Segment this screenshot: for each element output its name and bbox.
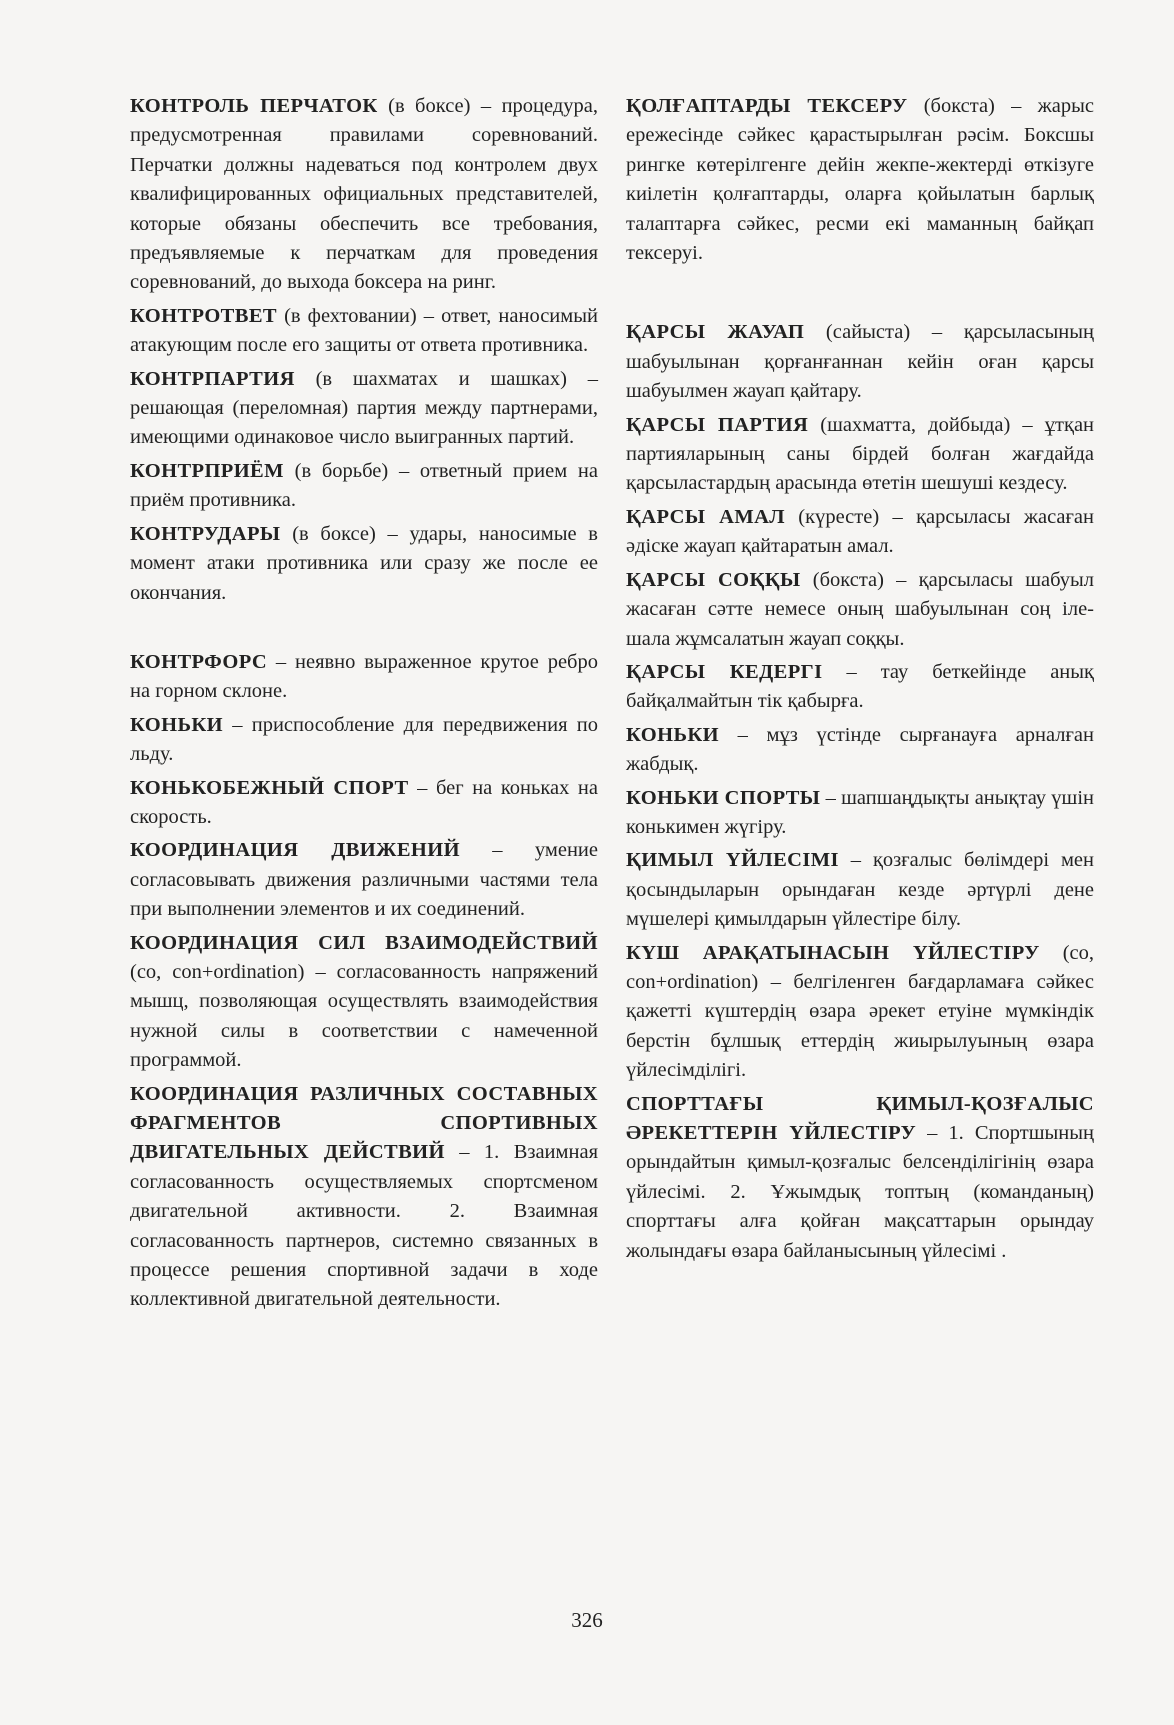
entry-kontrotvet (130, 302, 598, 361)
entry-koordinatsiya-sil (130, 929, 598, 1076)
entry-term: КОНТРПРИЁМ (130, 459, 284, 482)
entry-term: КООРДИНАЦИЯ СИЛ ВЗАИМОДЕЙСТВИЙ (130, 931, 598, 954)
entry-qolgaptardy-tekseru (626, 92, 1094, 268)
entry-term: СПОРТТАҒЫ ҚИМЫЛ-ҚОЗҒАЛЫС ӘРЕКЕТТЕРІН ҮЙЛЕСТІРУ (626, 1092, 1094, 1144)
entry-definition: – бег на коньках на скорость. (130, 776, 598, 828)
entry-term: ҚАРСЫ АМАЛ (626, 505, 785, 528)
entry-koordinatsiya-fragmentov (130, 1080, 598, 1315)
entry-definition: (шахматта, дойбыда) – ұтқан партияларының саны бірдей болған жағдайда қарсыластардың арасында өтетін шешуші кездесу. (626, 413, 1095, 495)
entry-term: ҚАРСЫ СОҚҚЫ (626, 568, 801, 591)
entry-konki (130, 711, 598, 770)
entry-kontrfors (130, 648, 598, 707)
entry-term: КОНТРОЛЬ ПЕРЧАТОК (130, 95, 378, 117)
entry-definition: (бокста) – жарыс ережесінде сәйкес қарастырылған рәсім. Боксшы рингке көтерілгенге дейін жекпе-жектерді өткізуге киілетін қолғаптарды, оларға қойылатын барлық талаптарға сәйкес, ресми екі маманның байқап тексеруі. (626, 95, 1095, 265)
entry-definition: – неявно выраженное крутое ребро на горном склоне. (130, 650, 598, 703)
entry-term: КОНТРОТВЕТ (130, 304, 277, 327)
entry-kontrudary (130, 520, 598, 608)
entry-term: ҚАРСЫ ЖАУАП (626, 321, 805, 344)
entry-definition: – 1. Спортшының орындайтын қимыл-қозғалыс белсенділігінің өзара үйлесімі. 2. Ұжымдық топтың (команданың) спорттағы алға қойған мақсаттарын орындау жолындағы өзара байланысының үйлесімі . (626, 1122, 1094, 1262)
right-column (626, 92, 1094, 1270)
entry-term: ҚОЛҒАПТАРДЫ ТЕКСЕРУ (626, 95, 908, 117)
entry-term: КООРДИНАЦИЯ РАЗЛИЧНЫХ СОСТАВНЫХ ФРАГМЕНТОВ СПОРТИВНЫХ ДВИГАТЕЛЬНЫХ ДЕЙСТВИЙ (130, 1082, 598, 1164)
entry-term: ҚАРСЫ ПАРТИЯ (626, 413, 809, 436)
entry-definition: (co, con+ordination) – согласованность напряжений мышц, позволяющая осуществлять взаимодействия нужной силы в соответствии с намеченной программой. (130, 960, 598, 1072)
entry-definition: – 1. Взаимная согласованность осуществляемых спортсменом двигательной активности. 2. Взаимная согласованность партнеров, системно связанных в процессе решения спортивной задачи в ходе коллективной двигательной деятельности. (130, 1141, 598, 1311)
page-number: 326 (571, 1608, 603, 1632)
entry-term: КҮШ АРАҚАТЫНАСЫН ҮЙЛЕСТІРУ (626, 941, 1040, 964)
entry-term: КОНЬКОБЕЖНЫЙ СПОРТ (130, 776, 409, 799)
entry-definition: – умение согласовывать движения различными частями тела при выполнении элементов и их соединений. (130, 839, 598, 921)
entry-definition: – тау беткейінде анық байқалмайтын тік қабырға. (626, 660, 1094, 713)
entry-definition: – приспособление для передвижения по льду. (130, 713, 598, 766)
entry-definition: (в боксе) – процедура, предусмотренная правилами соревнований. Перчатки должны надеваться под контролем двух квалифицированных официальных представителей, которые обязаны обеспечить все требования, предъявляемые к перчаткам для проведения соревнований, до выхода боксера на ринг. (130, 95, 598, 294)
entry-term: КОНЬКИ (130, 713, 224, 736)
entry-definition: (бокста) – қарсыласы шабуыл жасаған сәтте немесе оның шабуылынан соң іле-шала жұмсалатын жауап соққы. (626, 568, 1095, 650)
entry-term: ҚАРСЫ КЕДЕРГІ (626, 660, 823, 683)
entry-qarsy-amal (626, 503, 1094, 562)
entry-konkobezhny-sport (130, 774, 598, 833)
entry-konki-sporty (626, 784, 1094, 843)
entry-definition: (в борьбе) – ответный прием на приём противника. (130, 459, 598, 512)
entry-definition: (в шахматах и шашках) – решающая (переломная) партия между партнерами, имеющими одинаковое число выигранных партий. (130, 367, 598, 449)
entry-definition: (сайыста) – қарсыласының шабуылынан қорғанғаннан кейін оған қарсы шабуылмен жауап қайтару. (626, 321, 1094, 403)
entry-term: КОНТРФОРС (130, 650, 268, 673)
entry-qarsy-zhauap (626, 318, 1094, 406)
entry-term: ҚИМЫЛ ҮЙЛЕСІМІ (626, 849, 839, 872)
entry-sporttagy-qimyl (626, 1090, 1094, 1266)
entry-definition: (co, con+ordination) – белгіленген бағдарламаға сәйкес қажетті күштердің өзара әрекет етуіне мүмкіндік берстін бұлшық еттердің жиырылуының өзара үйлесімділігі. (626, 941, 1094, 1082)
entry-kontrpriem (130, 457, 598, 516)
entry-kush-araqatynasyn (626, 939, 1094, 1086)
entry-qarsy-soqqy (626, 566, 1094, 654)
entry-qarsy-partiya (626, 411, 1094, 499)
entry-definition: – мұз үстінде сырғанауға арналған жабдық. (626, 723, 1094, 776)
entry-definition: (күресте) – қарсыласы жасаған әдіске жауап қайтаратын амал. (626, 505, 1095, 558)
entry-qarsy-kedergi (626, 658, 1094, 717)
entry-definition: – қозғалыс бөлімдері мен қосындыларын орындаған кезде әртүрлі дене мүшелері қимылдарын үйлестіре білу. (626, 849, 1094, 931)
entry-qimyl-uylesimi (626, 846, 1094, 934)
entry-kontrpartiya (130, 365, 598, 453)
entry-term: КОНЬКИ СПОРТЫ (626, 786, 821, 809)
entry-koordinatsiya-dvizheniy (130, 836, 598, 924)
entry-term: КОНТРУДАРЫ (130, 522, 281, 545)
left-column (130, 92, 598, 1319)
entry-definition: – шапшаңдықты анықтау үшін конькимен жүгіру. (626, 786, 1094, 838)
entry-term: КОНТРПАРТИЯ (130, 367, 295, 390)
entry-term: КОНЬКИ (626, 723, 720, 746)
entry-term: КООРДИНАЦИЯ ДВИЖЕНИЙ (130, 839, 460, 862)
entry-definition: (в боксе) – удары, наносимые в момент атаки противника или сразу же после ее окончания. (130, 522, 598, 604)
entry-definition: (в фехтовании) – ответ, наносимый атакующим после его защиты от ответа противника. (130, 304, 598, 357)
entry-konki-kz (626, 721, 1094, 780)
entry-kontrol-perchatok (130, 92, 598, 298)
